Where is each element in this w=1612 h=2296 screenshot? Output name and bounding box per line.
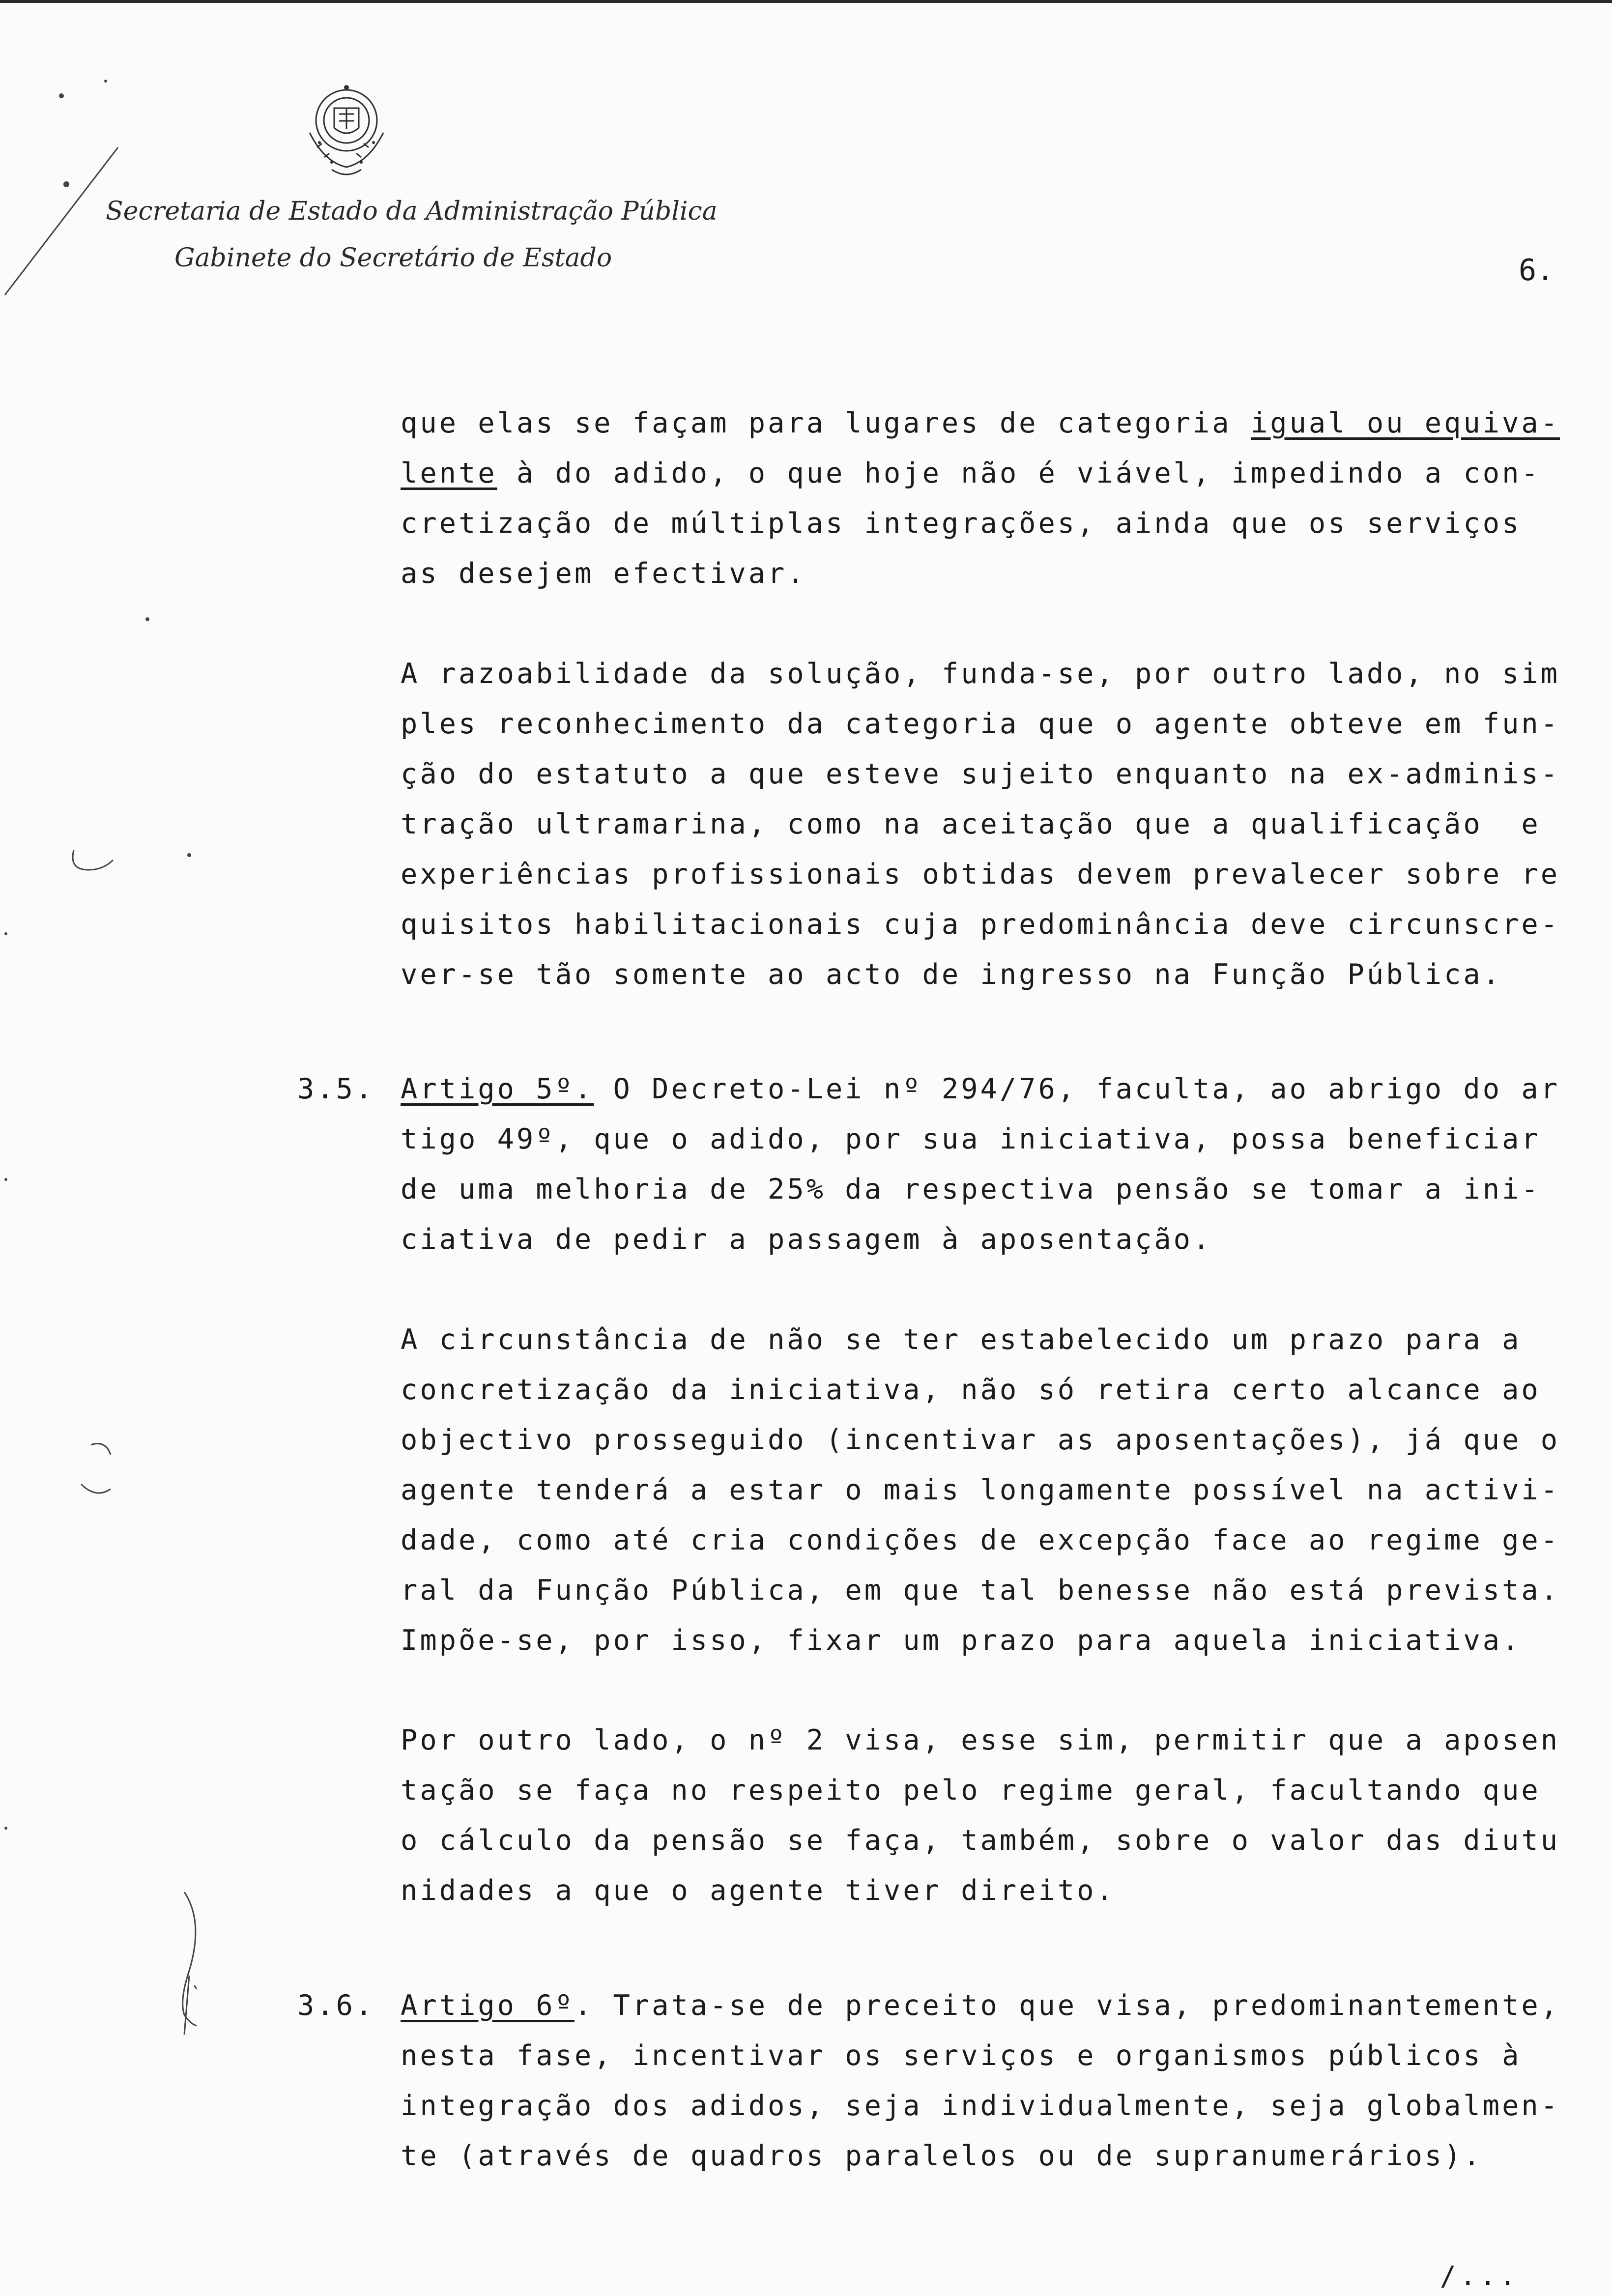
underlined-word: lente bbox=[401, 457, 497, 489]
section-3-5-heading: Artigo 5º. bbox=[401, 1073, 594, 1105]
section-3-6-heading: Artigo 6º bbox=[401, 1989, 575, 2022]
paragraph-1 bbox=[401, 398, 1595, 599]
section-3-5-text bbox=[401, 1064, 1595, 1264]
top-border bbox=[0, 0, 1612, 3]
continuation-mark: /... bbox=[1440, 2261, 1520, 2292]
paragraph-1-start: que elas se façam para lugares de categoria bbox=[401, 407, 1251, 439]
header-ministry: Secretaria de Estado da Administração Pública bbox=[106, 197, 718, 226]
paragraph-1-rest: à do adido, o que hoje não é viável, impedindo a con- cretização de múltiplas integrações, ainda que os serviços as desejem efectivar. bbox=[401, 457, 1541, 590]
page-number: 6. bbox=[1519, 253, 1554, 287]
section-3-6-text bbox=[401, 1980, 1595, 2181]
section-3-5-body: O Decreto-Lei nº 294/76, faculta, ao abrigo do ar tigo 49º, que o adido, por sua iniciativa, possa beneficiar de uma melhoria de 25% da respectiva pensão se tomar a ini- ciativa de pedir a passagem à aposentação. bbox=[401, 1073, 1560, 1256]
paragraph-5: Por outro lado, o nº 2 visa, esse sim, permitir que a aposen tação se faça no respeito pelo regime geral, facultando que o cálculo da pensão se faça, também, sobre o valor das diutu nidades a que o agente tiver direito. bbox=[401, 1724, 1560, 1907]
section-number-3-5: 3.5. bbox=[297, 1073, 375, 1105]
underlined-phrase: igual ou equiva- bbox=[1250, 407, 1560, 439]
section-number-3-6: 3.6. bbox=[297, 1989, 375, 2022]
header-office: Gabinete do Secretário de Estado bbox=[174, 243, 612, 273]
coat-of-arms-icon bbox=[290, 74, 403, 187]
section-3-6-body: . Trata-se de preceito que visa, predominantemente, nesta fase, incentivar os serviços e organismos públicos à integração dos adidos, seja individualmente, seja globalmen- te (através de quadros paralelos ou de supranumerários). bbox=[401, 1989, 1560, 2172]
paragraph-4: A circunstância de não se ter estabelecido um prazo para a concretização da iniciativa, não só retira certo alcance ao objectivo prosseguido (incentivar as aposentações), já que o agente tenderá a estar o mais longamente possível na activi- dade, como até cria condições de excepção face ao regime ge- ral da Função Pública, em que tal benesse não está prevista. Impõe-se, por isso, fixar um prazo para aquela iniciativa. bbox=[401, 1323, 1560, 1657]
paragraph-2: A razoabilidade da solução, funda-se, por outro lado, no sim ples reconhecimento da categoria que o agente obteve em fun- ção do estatuto a que esteve sujeito enquanto na ex-adminis- tração ultramarina, como na aceitação que a qualificação e experiências profissionais obtidas devem prevalecer sobre re quisitos habilitacionais cuja predominância deve circunscre- ver-se tão somente ao acto de ingresso na Função Pública. bbox=[401, 658, 1560, 991]
margin-marks bbox=[0, 0, 197, 2296]
